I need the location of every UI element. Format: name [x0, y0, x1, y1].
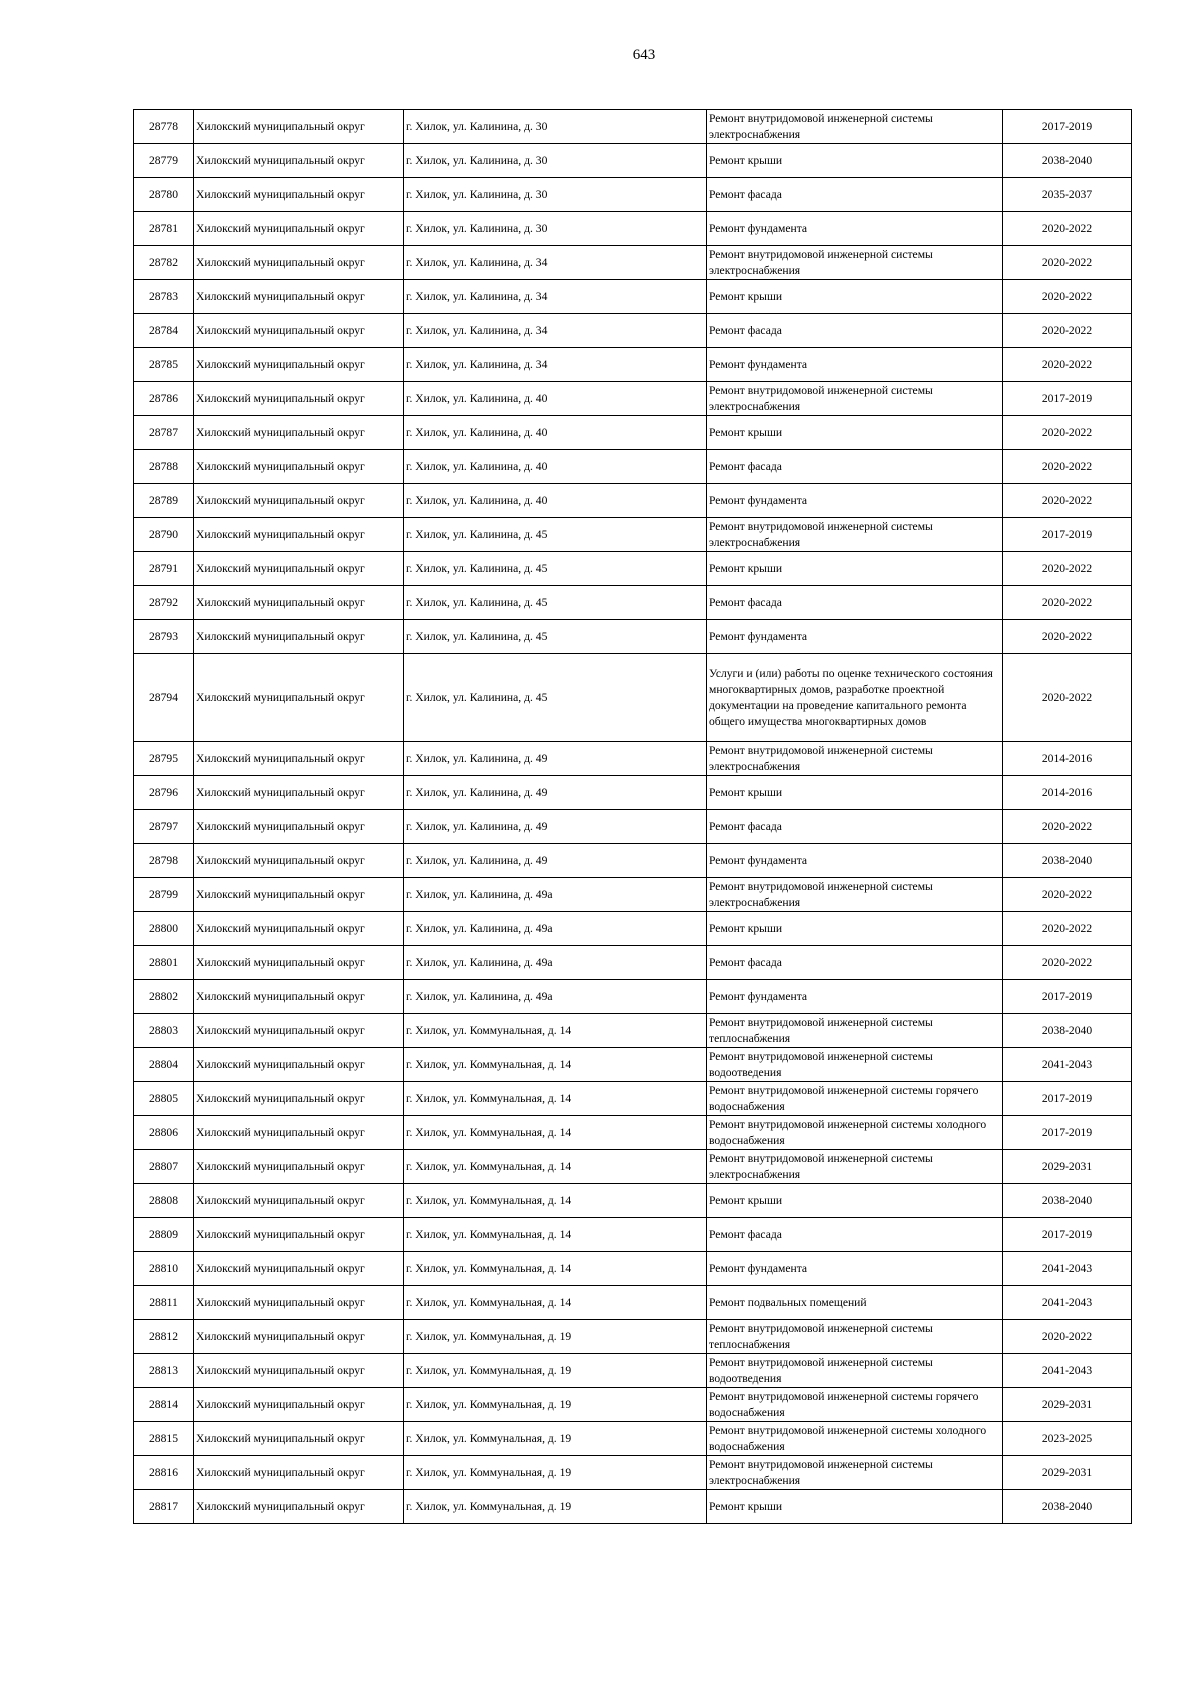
- period-cell: 2020-2022: [1003, 212, 1132, 246]
- period-cell: 2017-2019: [1003, 518, 1132, 552]
- period-cell: 2038-2040: [1003, 1014, 1132, 1048]
- table-row: [134, 1456, 1132, 1490]
- work-type-cell: Ремонт крыши: [707, 144, 1003, 178]
- address-cell: г. Хилок, ул. Калинина, д. 30: [404, 110, 707, 144]
- work-type-cell: Ремонт внутридомовой инженерной системы электроснабжения: [707, 246, 1003, 280]
- address-cell: г. Хилок, ул. Коммунальная, д. 14: [404, 1252, 707, 1286]
- work-type-cell: Ремонт фасада: [707, 450, 1003, 484]
- address-cell: г. Хилок, ул. Калинина, д. 30: [404, 212, 707, 246]
- table-row: [134, 654, 1132, 742]
- table-row: [134, 844, 1132, 878]
- district-cell: Хилокский муниципальный округ: [194, 586, 404, 620]
- period-cell: 2020-2022: [1003, 946, 1132, 980]
- work-type-cell: Ремонт подвальных помещений: [707, 1286, 1003, 1320]
- work-type-cell: Ремонт внутридомовой инженерной системы электроснабжения: [707, 742, 1003, 776]
- district-cell: Хилокский муниципальный округ: [194, 1490, 404, 1524]
- work-type-cell: Ремонт внутридомовой инженерной системы электроснабжения: [707, 1456, 1003, 1490]
- work-type-cell: Ремонт фасада: [707, 946, 1003, 980]
- work-type-cell: Ремонт фундамента: [707, 348, 1003, 382]
- address-cell: г. Хилок, ул. Коммунальная, д. 19: [404, 1354, 707, 1388]
- address-cell: г. Хилок, ул. Коммунальная, д. 14: [404, 1184, 707, 1218]
- row-number-cell: 28817: [134, 1490, 194, 1524]
- work-type-cell: Ремонт внутридомовой инженерной системы горячего водоснабжения: [707, 1388, 1003, 1422]
- row-number-cell: 28782: [134, 246, 194, 280]
- work-type-cell: Ремонт фундамента: [707, 980, 1003, 1014]
- district-cell: Хилокский муниципальный округ: [194, 742, 404, 776]
- district-cell: Хилокский муниципальный округ: [194, 844, 404, 878]
- address-cell: г. Хилок, ул. Коммунальная, д. 14: [404, 1116, 707, 1150]
- row-number-cell: 28780: [134, 178, 194, 212]
- address-cell: г. Хилок, ул. Калинина, д. 40: [404, 416, 707, 450]
- address-cell: г. Хилок, ул. Калинина, д. 30: [404, 178, 707, 212]
- district-cell: Хилокский муниципальный округ: [194, 212, 404, 246]
- address-cell: г. Хилок, ул. Калинина, д. 45: [404, 586, 707, 620]
- district-cell: Хилокский муниципальный округ: [194, 552, 404, 586]
- row-number-cell: 28793: [134, 620, 194, 654]
- work-type-cell: Ремонт крыши: [707, 416, 1003, 450]
- work-type-cell: Ремонт фасада: [707, 314, 1003, 348]
- address-cell: г. Хилок, ул. Калинина, д. 34: [404, 314, 707, 348]
- table-row: [134, 1082, 1132, 1116]
- district-cell: Хилокский муниципальный округ: [194, 382, 404, 416]
- district-cell: Хилокский муниципальный округ: [194, 1320, 404, 1354]
- work-type-cell: Ремонт внутридомовой инженерной системы электроснабжения: [707, 1150, 1003, 1184]
- row-number-cell: 28803: [134, 1014, 194, 1048]
- work-type-cell: Ремонт фундамента: [707, 484, 1003, 518]
- period-cell: 2041-2043: [1003, 1252, 1132, 1286]
- row-number-cell: 28787: [134, 416, 194, 450]
- table-row: [134, 484, 1132, 518]
- district-cell: Хилокский муниципальный округ: [194, 1184, 404, 1218]
- table-row: [134, 212, 1132, 246]
- period-cell: 2020-2022: [1003, 912, 1132, 946]
- address-cell: г. Хилок, ул. Калинина, д. 49: [404, 742, 707, 776]
- period-cell: 2014-2016: [1003, 742, 1132, 776]
- address-cell: г. Хилок, ул. Коммунальная, д. 19: [404, 1490, 707, 1524]
- address-cell: г. Хилок, ул. Коммунальная, д. 19: [404, 1422, 707, 1456]
- row-number-cell: 28779: [134, 144, 194, 178]
- period-cell: 2038-2040: [1003, 1490, 1132, 1524]
- district-cell: Хилокский муниципальный округ: [194, 1422, 404, 1456]
- work-type-cell: Ремонт крыши: [707, 552, 1003, 586]
- district-cell: Хилокский муниципальный округ: [194, 1048, 404, 1082]
- address-cell: г. Хилок, ул. Калинина, д. 49: [404, 844, 707, 878]
- district-cell: Хилокский муниципальный округ: [194, 178, 404, 212]
- district-cell: Хилокский муниципальный округ: [194, 110, 404, 144]
- table-row: [134, 518, 1132, 552]
- work-type-cell: Ремонт фундамента: [707, 620, 1003, 654]
- work-type-cell: Ремонт фасада: [707, 1218, 1003, 1252]
- table-row: [134, 878, 1132, 912]
- table-row: [134, 1116, 1132, 1150]
- period-cell: 2041-2043: [1003, 1286, 1132, 1320]
- row-number-cell: 28791: [134, 552, 194, 586]
- district-cell: Хилокский муниципальный округ: [194, 810, 404, 844]
- table-body: [134, 110, 1132, 1524]
- row-number-cell: 28789: [134, 484, 194, 518]
- row-number-cell: 28807: [134, 1150, 194, 1184]
- row-number-cell: 28808: [134, 1184, 194, 1218]
- table-row: [134, 1286, 1132, 1320]
- period-cell: 2038-2040: [1003, 844, 1132, 878]
- row-number-cell: 28809: [134, 1218, 194, 1252]
- district-cell: Хилокский муниципальный округ: [194, 518, 404, 552]
- work-type-cell: Ремонт крыши: [707, 912, 1003, 946]
- address-cell: г. Хилок, ул. Калинина, д. 45: [404, 654, 707, 742]
- row-number-cell: 28781: [134, 212, 194, 246]
- table-row: [134, 1320, 1132, 1354]
- work-type-cell: Ремонт крыши: [707, 1184, 1003, 1218]
- district-cell: Хилокский муниципальный округ: [194, 878, 404, 912]
- period-cell: 2020-2022: [1003, 450, 1132, 484]
- table-row: [134, 178, 1132, 212]
- table-row: [134, 620, 1132, 654]
- work-type-cell: Ремонт фасада: [707, 586, 1003, 620]
- work-type-cell: Ремонт крыши: [707, 280, 1003, 314]
- work-type-cell: Ремонт фасада: [707, 810, 1003, 844]
- row-number-cell: 28788: [134, 450, 194, 484]
- address-cell: г. Хилок, ул. Калинина, д. 34: [404, 246, 707, 280]
- period-cell: 2038-2040: [1003, 144, 1132, 178]
- row-number-cell: 28804: [134, 1048, 194, 1082]
- table-row: [134, 776, 1132, 810]
- table-row: [134, 1184, 1132, 1218]
- district-cell: Хилокский муниципальный округ: [194, 620, 404, 654]
- period-cell: 2017-2019: [1003, 980, 1132, 1014]
- period-cell: 2020-2022: [1003, 314, 1132, 348]
- table-row: [134, 586, 1132, 620]
- period-cell: 2014-2016: [1003, 776, 1132, 810]
- table-row: [134, 912, 1132, 946]
- period-cell: 2020-2022: [1003, 348, 1132, 382]
- district-cell: Хилокский муниципальный округ: [194, 416, 404, 450]
- district-cell: Хилокский муниципальный округ: [194, 912, 404, 946]
- address-cell: г. Хилок, ул. Калинина, д. 49а: [404, 946, 707, 980]
- address-cell: г. Хилок, ул. Коммунальная, д. 14: [404, 1082, 707, 1116]
- work-type-cell: Ремонт внутридомовой инженерной системы холодного водоснабжения: [707, 1422, 1003, 1456]
- address-cell: г. Хилок, ул. Калинина, д. 34: [404, 348, 707, 382]
- table-row: [134, 314, 1132, 348]
- district-cell: Хилокский муниципальный округ: [194, 246, 404, 280]
- period-cell: 2020-2022: [1003, 654, 1132, 742]
- district-cell: Хилокский муниципальный округ: [194, 1286, 404, 1320]
- row-number-cell: 28792: [134, 586, 194, 620]
- work-type-cell: Ремонт внутридомовой инженерной системы электроснабжения: [707, 110, 1003, 144]
- district-cell: Хилокский муниципальный округ: [194, 348, 404, 382]
- work-type-cell: Ремонт внутридомовой инженерной системы электроснабжения: [707, 382, 1003, 416]
- address-cell: г. Хилок, ул. Коммунальная, д. 14: [404, 1014, 707, 1048]
- period-cell: 2041-2043: [1003, 1354, 1132, 1388]
- district-cell: Хилокский муниципальный округ: [194, 1116, 404, 1150]
- row-number-cell: 28796: [134, 776, 194, 810]
- period-cell: 2020-2022: [1003, 280, 1132, 314]
- address-cell: г. Хилок, ул. Калинина, д. 34: [404, 280, 707, 314]
- row-number-cell: 28790: [134, 518, 194, 552]
- district-cell: Хилокский муниципальный округ: [194, 1354, 404, 1388]
- work-type-cell: Ремонт внутридомовой инженерной системы водоотведения: [707, 1354, 1003, 1388]
- table-row: [134, 110, 1132, 144]
- address-cell: г. Хилок, ул. Калинина, д. 49: [404, 776, 707, 810]
- district-cell: Хилокский муниципальный округ: [194, 1456, 404, 1490]
- period-cell: 2020-2022: [1003, 810, 1132, 844]
- address-cell: г. Хилок, ул. Калинина, д. 40: [404, 450, 707, 484]
- district-cell: Хилокский муниципальный округ: [194, 144, 404, 178]
- row-number-cell: 28814: [134, 1388, 194, 1422]
- period-cell: 2020-2022: [1003, 620, 1132, 654]
- address-cell: г. Хилок, ул. Калинина, д. 40: [404, 484, 707, 518]
- table-row: [134, 246, 1132, 280]
- address-cell: г. Хилок, ул. Калинина, д. 49а: [404, 912, 707, 946]
- row-number-cell: 28813: [134, 1354, 194, 1388]
- work-type-cell: Ремонт внутридомовой инженерной системы теплоснабжения: [707, 1320, 1003, 1354]
- work-type-cell: Ремонт фундамента: [707, 1252, 1003, 1286]
- district-cell: Хилокский муниципальный округ: [194, 1014, 404, 1048]
- district-cell: Хилокский муниципальный округ: [194, 1388, 404, 1422]
- work-type-cell: Ремонт внутридомовой инженерной системы горячего водоснабжения: [707, 1082, 1003, 1116]
- period-cell: 2029-2031: [1003, 1388, 1132, 1422]
- table-row: [134, 1388, 1132, 1422]
- period-cell: 2020-2022: [1003, 246, 1132, 280]
- table-row: [134, 1490, 1132, 1524]
- row-number-cell: 28778: [134, 110, 194, 144]
- row-number-cell: 28785: [134, 348, 194, 382]
- table-row: [134, 348, 1132, 382]
- period-cell: 2020-2022: [1003, 416, 1132, 450]
- table-row: [134, 1354, 1132, 1388]
- district-cell: Хилокский муниципальный округ: [194, 280, 404, 314]
- district-cell: Хилокский муниципальный округ: [194, 776, 404, 810]
- row-number-cell: 28801: [134, 946, 194, 980]
- row-number-cell: 28797: [134, 810, 194, 844]
- address-cell: г. Хилок, ул. Коммунальная, д. 19: [404, 1456, 707, 1490]
- table-row: [134, 1150, 1132, 1184]
- address-cell: г. Хилок, ул. Калинина, д. 49: [404, 810, 707, 844]
- table-row: [134, 810, 1132, 844]
- row-number-cell: 28816: [134, 1456, 194, 1490]
- table-row: [134, 450, 1132, 484]
- table-row: [134, 1218, 1132, 1252]
- row-number-cell: 28783: [134, 280, 194, 314]
- row-number-cell: 28786: [134, 382, 194, 416]
- work-type-cell: Ремонт внутридомовой инженерной системы холодного водоснабжения: [707, 1116, 1003, 1150]
- table-row: [134, 742, 1132, 776]
- district-cell: Хилокский муниципальный округ: [194, 1218, 404, 1252]
- period-cell: 2041-2043: [1003, 1048, 1132, 1082]
- district-cell: Хилокский муниципальный округ: [194, 1082, 404, 1116]
- period-cell: 2020-2022: [1003, 552, 1132, 586]
- address-cell: г. Хилок, ул. Коммунальная, д. 19: [404, 1320, 707, 1354]
- period-cell: 2017-2019: [1003, 110, 1132, 144]
- table-row: [134, 980, 1132, 1014]
- period-cell: 2020-2022: [1003, 1320, 1132, 1354]
- row-number-cell: 28810: [134, 1252, 194, 1286]
- address-cell: г. Хилок, ул. Калинина, д. 45: [404, 552, 707, 586]
- district-cell: Хилокский муниципальный округ: [194, 654, 404, 742]
- table-row: [134, 280, 1132, 314]
- row-number-cell: 28802: [134, 980, 194, 1014]
- repair-schedule-table: [133, 109, 1132, 1524]
- address-cell: г. Хилок, ул. Калинина, д. 45: [404, 518, 707, 552]
- row-number-cell: 28815: [134, 1422, 194, 1456]
- address-cell: г. Хилок, ул. Коммунальная, д. 14: [404, 1218, 707, 1252]
- row-number-cell: 28805: [134, 1082, 194, 1116]
- district-cell: Хилокский муниципальный округ: [194, 484, 404, 518]
- row-number-cell: 28798: [134, 844, 194, 878]
- address-cell: г. Хилок, ул. Калинина, д. 49а: [404, 878, 707, 912]
- row-number-cell: 28811: [134, 1286, 194, 1320]
- address-cell: г. Хилок, ул. Калинина, д. 30: [404, 144, 707, 178]
- district-cell: Хилокский муниципальный округ: [194, 980, 404, 1014]
- period-cell: 2035-2037: [1003, 178, 1132, 212]
- work-type-cell: Ремонт крыши: [707, 776, 1003, 810]
- period-cell: 2029-2031: [1003, 1150, 1132, 1184]
- period-cell: 2023-2025: [1003, 1422, 1132, 1456]
- district-cell: Хилокский муниципальный округ: [194, 946, 404, 980]
- district-cell: Хилокский муниципальный округ: [194, 1252, 404, 1286]
- page-number: 643: [632, 47, 656, 63]
- row-number-cell: 28800: [134, 912, 194, 946]
- row-number-cell: 28799: [134, 878, 194, 912]
- address-cell: г. Хилок, ул. Коммунальная, д. 14: [404, 1048, 707, 1082]
- address-cell: г. Хилок, ул. Калинина, д. 45: [404, 620, 707, 654]
- period-cell: 2029-2031: [1003, 1456, 1132, 1490]
- work-type-cell: Ремонт фундамента: [707, 212, 1003, 246]
- district-cell: Хилокский муниципальный округ: [194, 314, 404, 348]
- work-type-cell: Услуги и (или) работы по оценке технического состояния многоквартирных домов, разработке проектной документации на проведение капитального ремонта общего имущества многоквартирных домов: [707, 654, 1003, 742]
- table-row: [134, 552, 1132, 586]
- period-cell: 2020-2022: [1003, 484, 1132, 518]
- work-type-cell: Ремонт фасада: [707, 178, 1003, 212]
- work-type-cell: Ремонт фундамента: [707, 844, 1003, 878]
- work-type-cell: Ремонт внутридомовой инженерной системы теплоснабжения: [707, 1014, 1003, 1048]
- table-row: [134, 946, 1132, 980]
- table-row: [134, 1048, 1132, 1082]
- period-cell: 2020-2022: [1003, 586, 1132, 620]
- period-cell: 2038-2040: [1003, 1184, 1132, 1218]
- table-row: [134, 144, 1132, 178]
- period-cell: 2017-2019: [1003, 1082, 1132, 1116]
- work-type-cell: Ремонт внутридомовой инженерной системы водоотведения: [707, 1048, 1003, 1082]
- period-cell: 2017-2019: [1003, 1116, 1132, 1150]
- table-row: [134, 1422, 1132, 1456]
- work-type-cell: Ремонт внутридомовой инженерной системы электроснабжения: [707, 518, 1003, 552]
- period-cell: 2020-2022: [1003, 878, 1132, 912]
- period-cell: 2017-2019: [1003, 1218, 1132, 1252]
- table-row: [134, 382, 1132, 416]
- district-cell: Хилокский муниципальный округ: [194, 450, 404, 484]
- period-cell: 2017-2019: [1003, 382, 1132, 416]
- district-cell: Хилокский муниципальный округ: [194, 1150, 404, 1184]
- address-cell: г. Хилок, ул. Коммунальная, д. 14: [404, 1150, 707, 1184]
- row-number-cell: 28794: [134, 654, 194, 742]
- address-cell: г. Хилок, ул. Калинина, д. 49а: [404, 980, 707, 1014]
- work-type-cell: Ремонт крыши: [707, 1490, 1003, 1524]
- address-cell: г. Хилок, ул. Коммунальная, д. 14: [404, 1286, 707, 1320]
- row-number-cell: 28806: [134, 1116, 194, 1150]
- address-cell: г. Хилок, ул. Калинина, д. 40: [404, 382, 707, 416]
- table-row: [134, 1014, 1132, 1048]
- table-row: [134, 416, 1132, 450]
- work-type-cell: Ремонт внутридомовой инженерной системы электроснабжения: [707, 878, 1003, 912]
- address-cell: г. Хилок, ул. Коммунальная, д. 19: [404, 1388, 707, 1422]
- table-row: [134, 1252, 1132, 1286]
- row-number-cell: 28812: [134, 1320, 194, 1354]
- row-number-cell: 28795: [134, 742, 194, 776]
- row-number-cell: 28784: [134, 314, 194, 348]
